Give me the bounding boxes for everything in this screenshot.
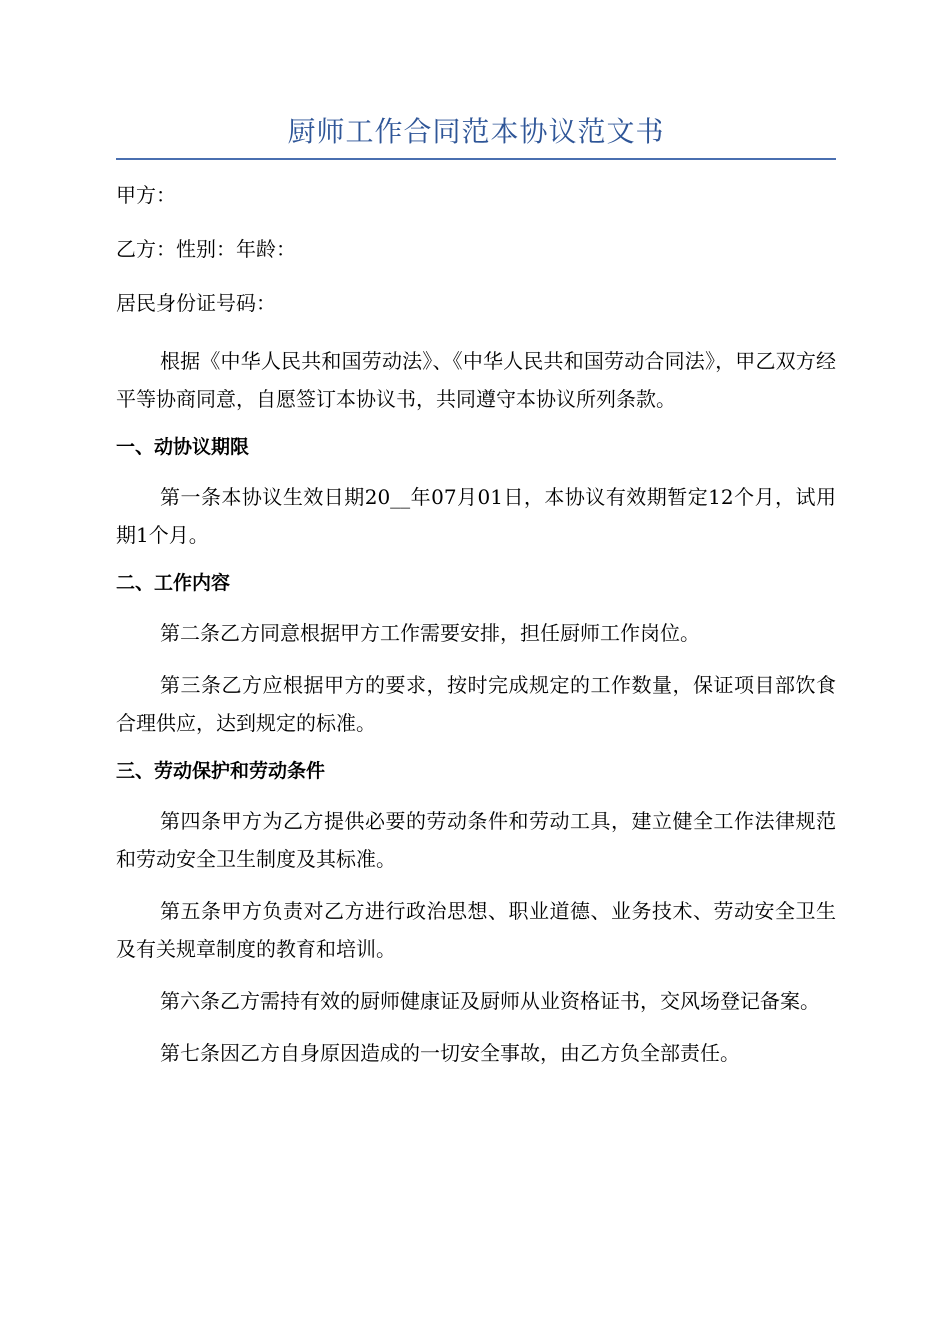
document-title: 厨师工作合同范本协议范文书 — [116, 110, 836, 160]
intro-paragraph: 根据《中华人民共和国劳动法》、《中华人民共和国劳动合同法》，甲乙双方经平等协商同意，自愿签订本协议书，共同遵守本协议所列条款。 — [116, 349, 836, 411]
party-b-field: 乙方：性别：年龄： — [116, 237, 296, 261]
article-6: 第六条乙方需持有效的厨师健康证及厨师从业资格证书，交风场登记备案。 — [160, 989, 820, 1013]
article-7: 第七条因乙方自身原因造成的一切安全事故，由乙方负全部责任。 — [160, 1041, 740, 1065]
section-heading-term: 一、动协议期限 — [116, 436, 250, 458]
party-a-field: 甲方： — [116, 183, 176, 207]
id-number-field: 居民身份证号码： — [116, 291, 276, 315]
article-2: 第二条乙方同意根据甲方工作需要安排，担任厨师工作岗位。 — [160, 621, 700, 645]
article-4: 第四条甲方为乙方提供必要的劳动条件和劳动工具，建立健全工作法律规范和劳动安全卫生制度及其标准。 — [116, 809, 836, 871]
article-1: 第一条本协议生效日期20__年07月01日，本协议有效期暂定12个月，试用期1个月。 — [116, 485, 836, 547]
article-5: 第五条甲方负责对乙方进行政治思想、职业道德、业务技术、劳动安全卫生及有关规章制度的教育和培训。 — [116, 899, 836, 961]
section-heading-labor-protection: 三、劳动保护和劳动条件 — [116, 760, 326, 782]
section-heading-work-content: 二、工作内容 — [116, 572, 231, 594]
article-3: 第三条乙方应根据甲方的要求，按时完成规定的工作数量，保证项目部饮食合理供应，达到规定的标准。 — [116, 673, 836, 735]
document-page — [116, 110, 836, 1086]
